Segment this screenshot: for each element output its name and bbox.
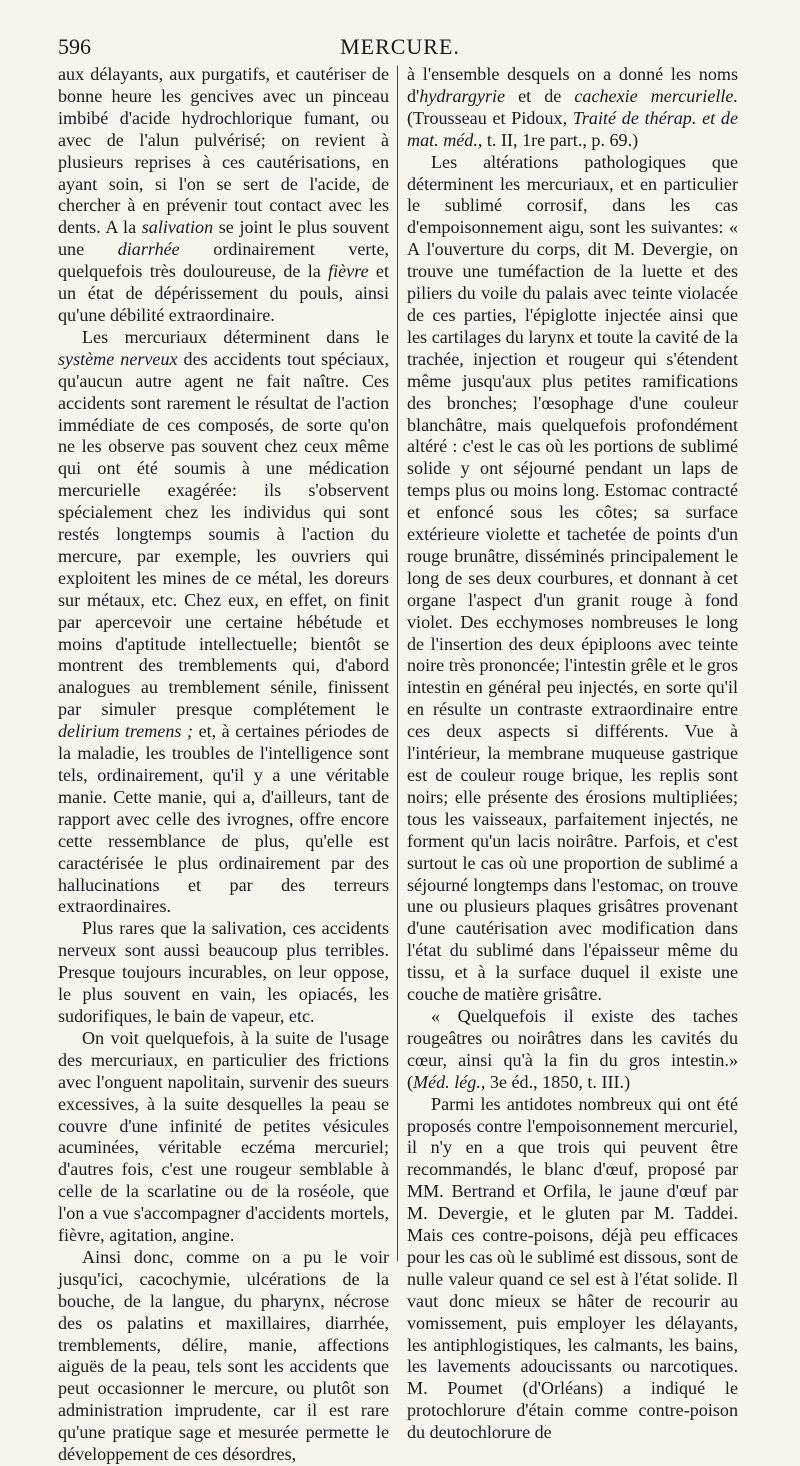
paragraph: Ainsi donc, comme on a pu le voir jusqu'ici, cacochymie, ulcérations de la bouche, de la langue, du pharynx, nécrose des os palatins et maxillaires, diarrhée, tremblements, délire, manie, affections aiguës de la peau, tels sont les accidents que peut occasionner le mercure, ou plutôt son administration imprudente, car il est rare qu'une pratique sage et mesurée permette le développement de ces désordres, xyxy=(58,1246,389,1465)
paragraph: Parmi les antidotes nombreux qui ont été proposés contre l'empoisonnement mercuriel, il n'y en a que trois qui peuvent être recommandés, le blanc d'œuf, proposé par MM. Bertrand et Orfila, le jaune d'œuf par M. Devergie, et le gluten par M. Taddei. Mais ces contre-poisons, déjà peu efficaces pour les cas où le sublimé est dissous, sont de nulle valeur quand ce sel est à l'état solide. Il vaut donc mieux se hâter de recourir au vomissement, puis employer les délayants, les antiphlogistiques, les calmants, les bains, les lavements adoucissants ou narcotiques. M. Poumet (d'Orléans) a indiqué le protochlorure d'étain comme contre-poison du deutochlorure de xyxy=(407,1093,738,1443)
paragraph: à l'ensemble desquels on a donné les noms d'hydrargyrie et de cachexie mercurielle. (Trousseau et Pidoux, Traité de thérap. et de mat. méd., t. II, 1re part., p. 69.) xyxy=(407,64,738,150)
paragraph: On voit quelquefois, à la suite de l'usage des mercuriaux, en particulier des frictions avec l'onguent napolitain, survenir des sueurs excessives, à la suite desquelles la peau se couvre d'une infinité de petites vésicules acuminées, véritable eczéma mercuriel; d'autres fois, c'est une rougeur semblable à celle de la scarlatine ou de la roséole, que l'on a vue s'accompagner d'accidents mortels, fièvre, agitation, angine. xyxy=(58,1027,389,1246)
paragraph: Les mercuriaux déterminent dans le système nerveux des accidents tout spéciaux, qu'aucun autre agent ne fait naître. Ces accidents sont rarement le résultat de l'action immédiate de ces composés, de sorte qu'on ne les observe pas souvent chez ceux même qui ont été soumis à une médication mercurielle exagérée: ils s'observent spécialement chez les individus qui sont restés longtemps soumis à l'action du mercure, par exemple, les ouvriers qui exploitent les mines de ce métal, les doreurs sur métaux, etc. Chez eux, en effet, on finit par apercevoir une certaine hébétude et moins d'aptitude intellectuelle; bientôt se montrent des tremblements qui, d'abord analogues au tremblement sénile, finissent par simuler presque complétement le delirium tremens ; et, à certaines périodes de la maladie, les troubles de l'intelligence sont tels, ordinairement, qu'il y a une véritable manie. Cette manie, qui a, d'ailleurs, tant de rapport avec celle des ivrognes, offre encore cette ressemblance de plus, qu'elle est caractérisée le plus ordinairement par des hallucinations et par des terreurs extraordinaires. xyxy=(58,326,389,917)
paragraph: aux délayants, aux purgatifs, et cautériser de bonne heure les gencives avec un pinceau imbibé d'acide hydrochlorique fumant, ou avec de l'alun pulvérisé; on revient à plusieurs reprises à ces cautérisations, en ayant soin, si l'on se sert de l'acide, de chercher à en prévenir tout contact avec les dents. A la salivation se joint le plus souvent une diarrhée ordinairement verte, quelquefois très douloureuse, de la fièvre et un état de dépérissement du pouls, ainsi qu'une débilité extraordinaire. xyxy=(58,64,390,325)
left-column xyxy=(58,64,389,1466)
page-number: 596 xyxy=(58,34,91,59)
column-divider xyxy=(397,66,398,1261)
running-title: MERCURE. xyxy=(340,34,460,59)
paragraph: Plus rares que la salivation, ces accidents nerveux sont aussi beaucoup plus terribles. Presque toujours incurables, on leur oppose, le plus souvent en vain, les opiacés, les sudorifiques, le bain de vapeur, etc. xyxy=(58,918,389,1026)
paragraph: Les altérations pathologiques que déterminent les mercuriaux, et en particulier le sublimé corrosif, dans les cas d'empoisonnement aigu, sont les suivantes: « A l'ouverture du corps, dit M. Devergie, on trouve une tuméfaction de la luette et des piliers du voile du palais avec teinte violacée de ces parties, l'épiglotte injectée ainsi que les cartilages du larynx et toute la cavité de la trachée, injection et rougeur qui s'étendent même jusqu'aux plus petites ramifications des bronches; l'œsophage d'une couleur blanchâtre, mais quelquefois profondément altéré : c'est le cas où les portions de sublimé solide y ont séjourné pendant un laps de temps plus ou moins long. Estomac contracté et enfoncé sous les côtes; sa surface extérieure violette et tachetée de points d'un rouge brunâtre, disséminés principalement le long de ses deux courbures, et donnant à cet organe l'aspect d'un granit rouge à fond violet. Des ecchymoses nombreuses le long de l'insertion des deux épiploons avec teinte noire très prononcée; l'intestin grêle et le gros intestin en général peu injectés, en sorte qu'il en résulte un contraste extraordinaire entre ces deux aspects si différents. Vue à l'intérieur, la membrane muqueuse gastrique est de couleur rouge brique, les replis sont noirs; elle présente des érosions multipliées; tous les vaisseaux, parfaitement injectés, ne forment qu'un lacis noirâtre. Parfois, et c'est surtout le cas où une proportion de sublimé a séjourné longtemps dans l'estomac, on trouve une ou plusieurs plaques grisâtres provenant d'une cautérisation avec modification dans l'état du sublimé dans l'épaisseur même du tissu, et à la surface duquel il existe une couche de matière grisâtre. xyxy=(407,151,738,1005)
right-column xyxy=(407,64,738,1444)
paragraph: « Quelquefois il existe des taches rougeâtres ou noirâtres dans les cavités du cœur, ainsi qu'à la fin du gros intestin.» (Méd. lég., 3e éd., 1850, t. III.) xyxy=(407,1005,738,1092)
